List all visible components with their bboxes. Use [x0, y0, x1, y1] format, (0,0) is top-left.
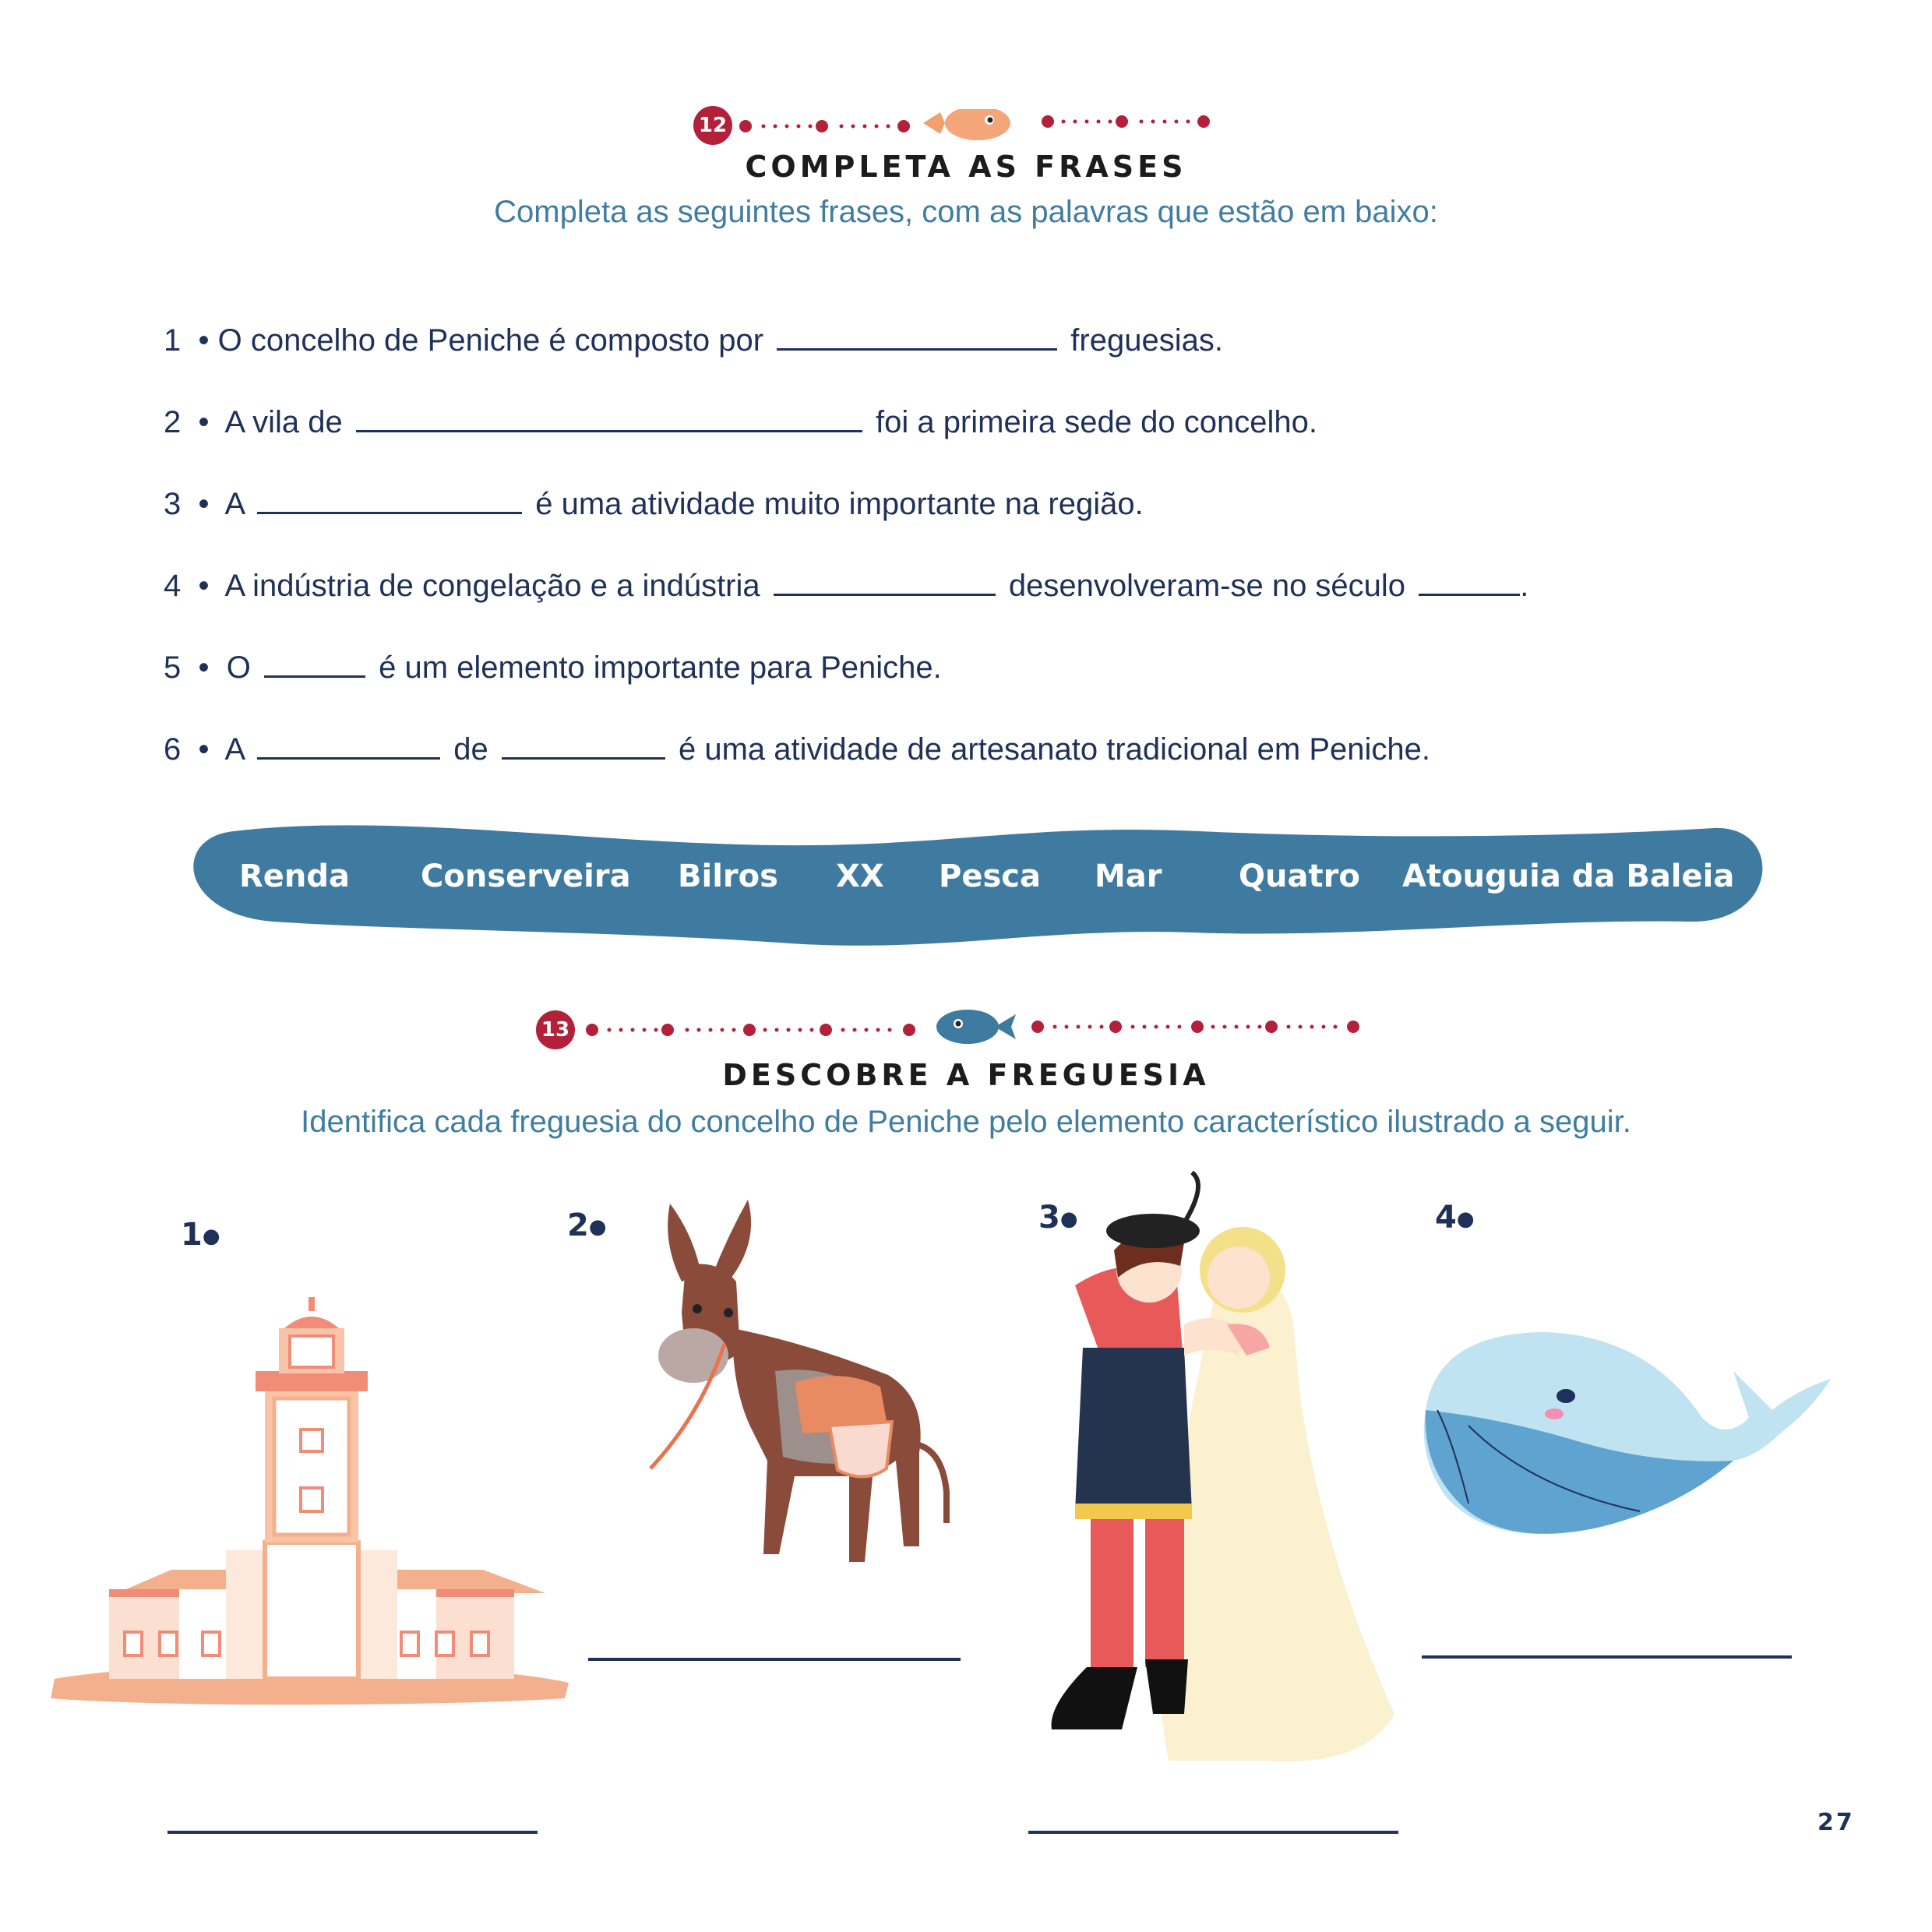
sentence-6: 6 • A de é uma atividade de artesanato tradicional em Peniche. [164, 732, 1431, 767]
answer-blank[interactable] [777, 325, 1057, 351]
word-bank-item: Renda [239, 858, 351, 894]
sentence-3: 3 • A é uma atividade muito importante na região. [164, 487, 1144, 521]
exercise-instruction: Identifica cada freguesia do concelho de Peniche pelo elemento característico ilustrado a seguir. [301, 1105, 1631, 1139]
answer-line[interactable] [1028, 1831, 1398, 1834]
whale-icon [1422, 1324, 1835, 1542]
exercise-number-badge [693, 106, 732, 145]
exercise-title: DESCOBRE A FREGUESIA [722, 1058, 1210, 1092]
word-bank-item: Quatro [1239, 858, 1360, 894]
answer-blank[interactable] [257, 734, 440, 760]
dotted-divider [736, 109, 1227, 144]
sentence-2: 2 • A vila de foi a primeira sede do concelho. [164, 405, 1317, 439]
fish-icon [936, 1010, 1016, 1044]
lighthouse-icon [47, 1293, 576, 1714]
dotted-divider [578, 1005, 1373, 1044]
page-number: 27 [1817, 1809, 1855, 1836]
item-number: 2● [567, 1208, 607, 1243]
donkey-icon [639, 1196, 966, 1578]
answer-line[interactable] [588, 1658, 961, 1661]
word-bank-item: Bilros [678, 858, 778, 894]
answer-blank[interactable] [356, 407, 862, 432]
word-bank-item: XX [836, 858, 884, 894]
couple-icon [1028, 1169, 1418, 1776]
exercise-title: COMPLETA AS FRASES [745, 150, 1187, 184]
answer-blank[interactable] [1419, 570, 1520, 596]
word-bank-item: Atouguia da Baleia [1402, 858, 1735, 894]
item-number: 1● [181, 1217, 220, 1253]
sentence-4: 4 • A indústria de congelação e a indústria desenvolveram-se no século . [164, 569, 1529, 603]
answer-blank[interactable] [264, 652, 365, 678]
answer-line[interactable] [167, 1831, 538, 1834]
exercise-number: 13 [541, 1018, 570, 1042]
answer-blank[interactable] [257, 488, 522, 514]
sentence-1: 1 • O concelho de Peniche é composto por freguesias. [164, 323, 1223, 358]
exercise-instruction: Completa as seguintes frases, com as palavras que estão em baixo: [494, 195, 1438, 229]
item-number: 3● [1038, 1200, 1078, 1236]
answer-blank[interactable] [774, 570, 996, 596]
answer-blank[interactable] [502, 734, 665, 760]
word-bank-item: Conserveira [421, 858, 631, 894]
exercise-number: 12 [698, 114, 728, 137]
exercise-number-badge [536, 1010, 575, 1049]
sentence-5: 5 • O é um elemento importante para Peniche. [164, 650, 942, 685]
fish-icon [923, 109, 1010, 140]
word-bank-item: Pesca [939, 858, 1041, 894]
item-number: 4● [1435, 1200, 1475, 1236]
word-bank-item: Mar [1095, 858, 1162, 894]
answer-line[interactable] [1422, 1655, 1792, 1659]
